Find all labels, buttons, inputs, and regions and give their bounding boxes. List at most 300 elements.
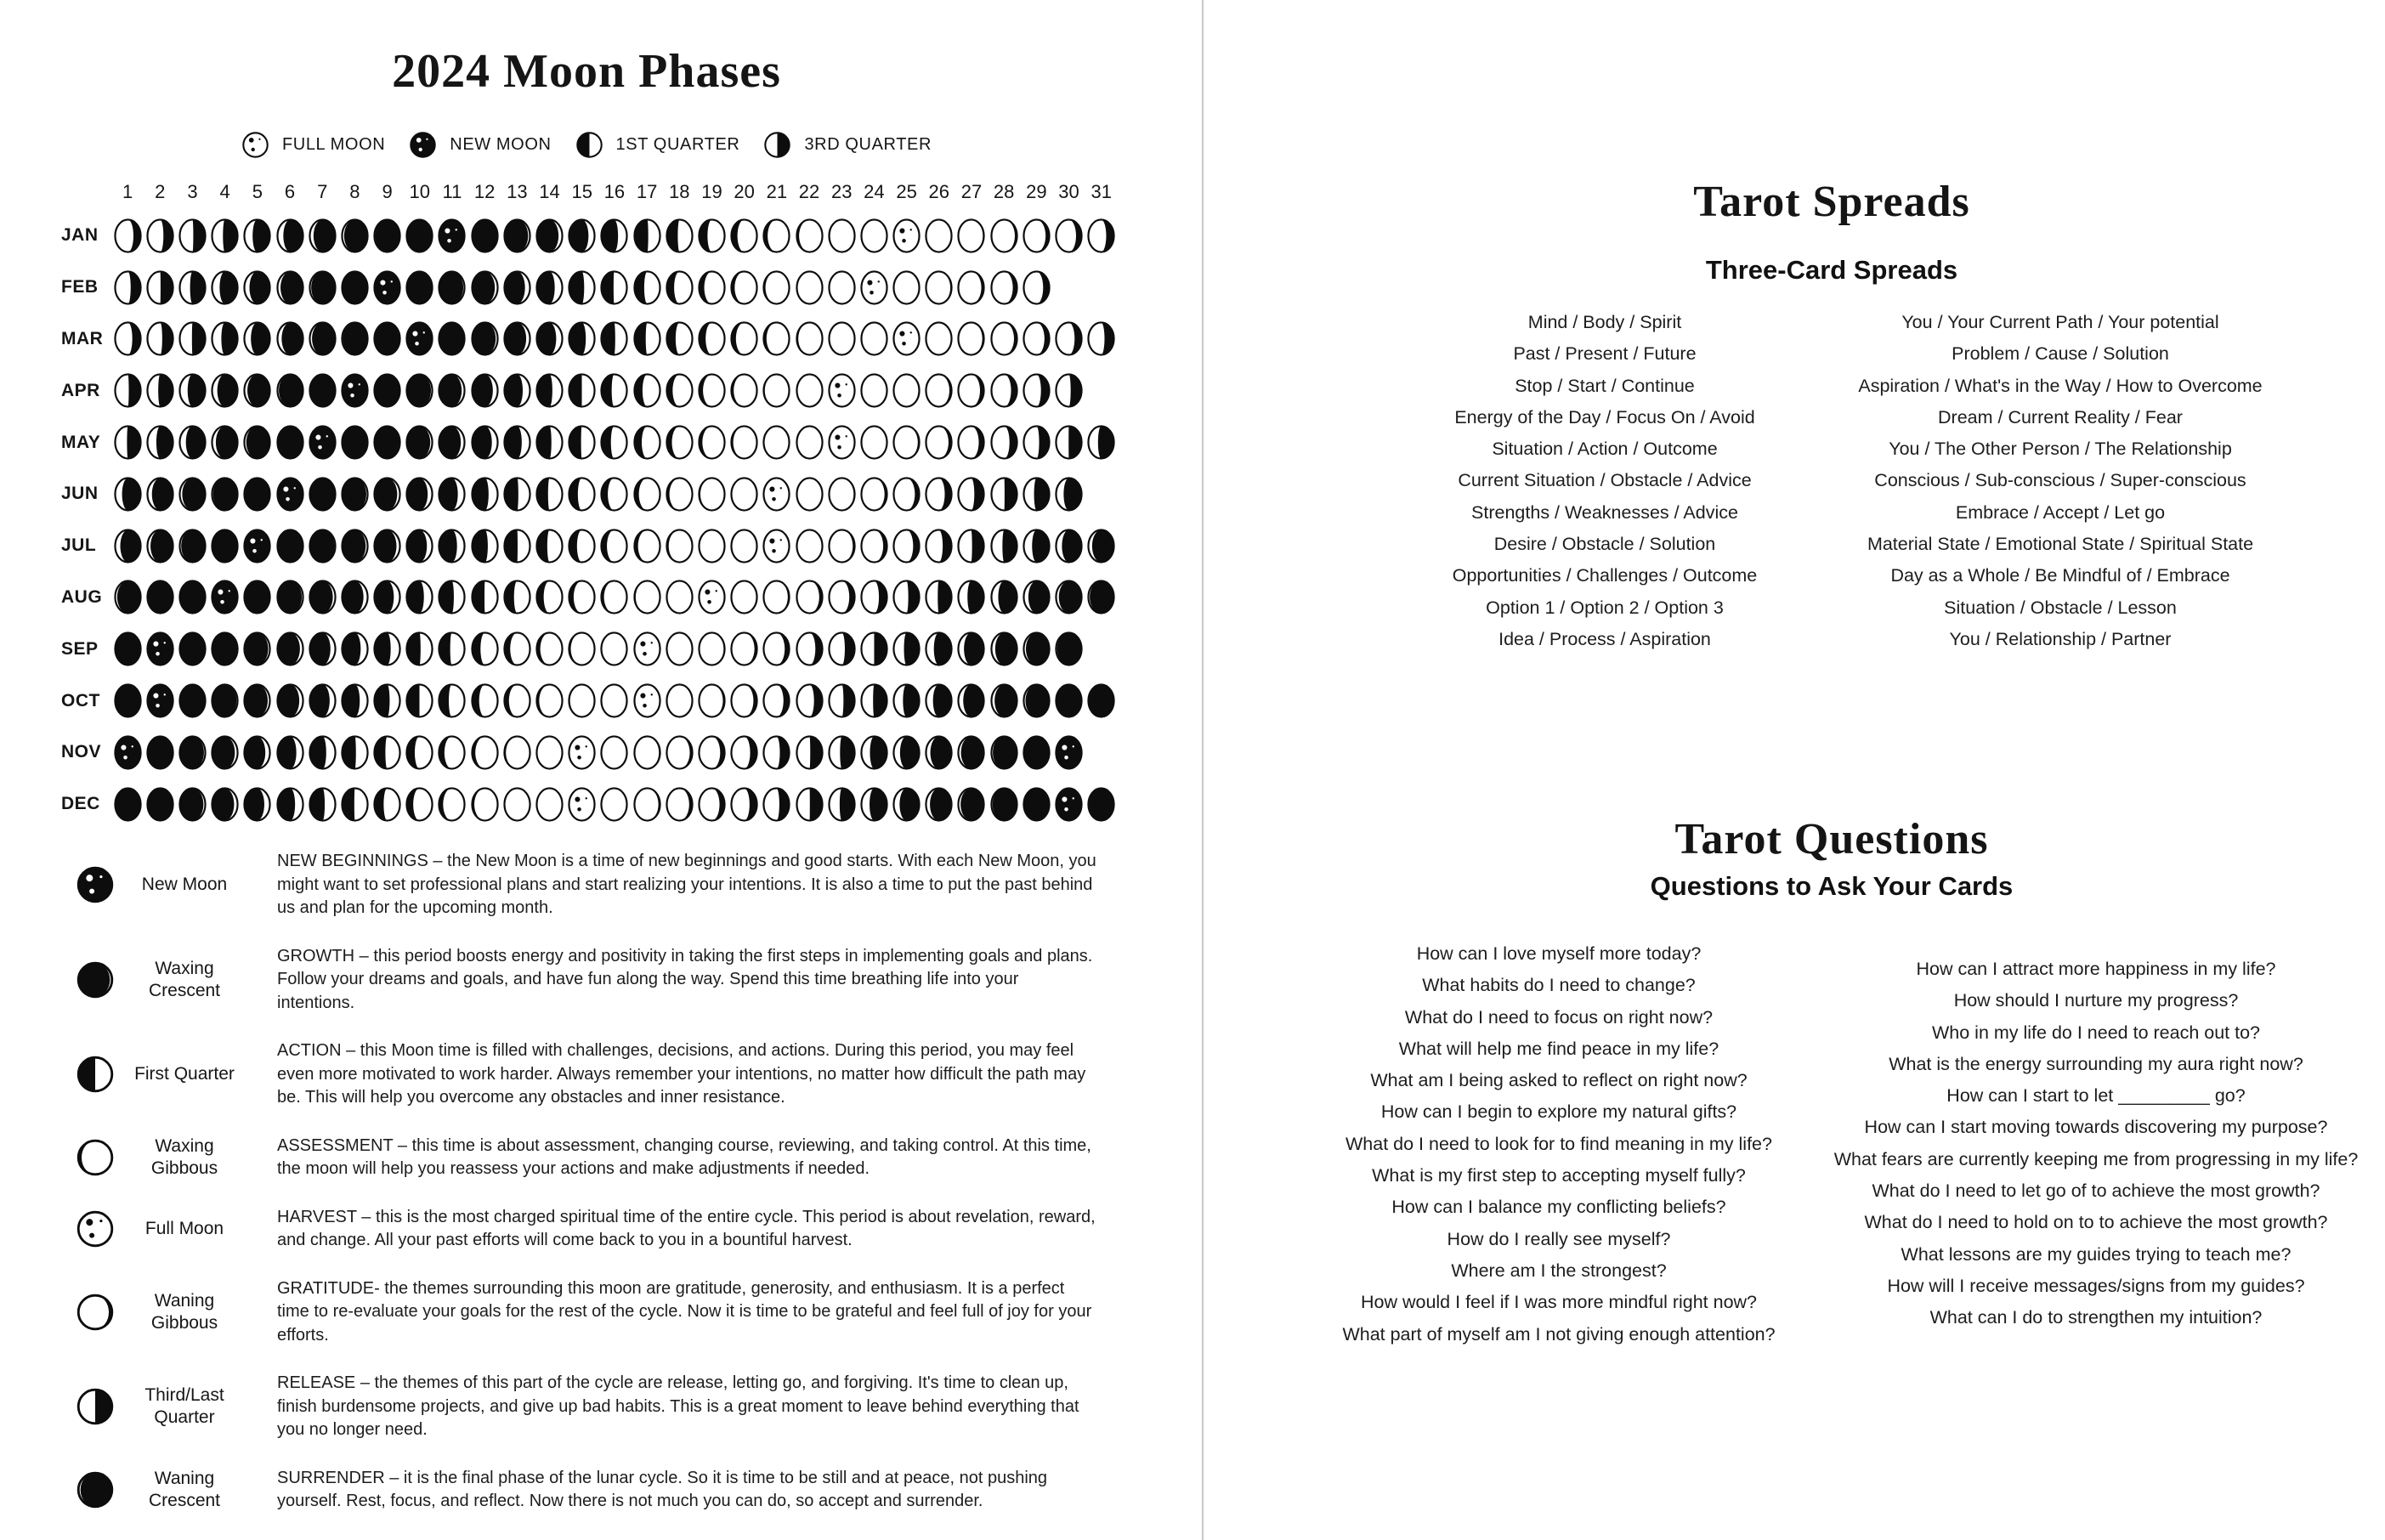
moon-icon (340, 528, 370, 564)
moon-day (306, 210, 338, 262)
moon-day (241, 675, 274, 727)
moon-day (825, 778, 858, 830)
moon-day (241, 210, 274, 262)
moon-icon (697, 734, 727, 771)
moon-icon (956, 682, 986, 719)
moon-icon (956, 528, 986, 564)
moon-day (793, 675, 825, 727)
moon-day (111, 778, 144, 830)
moon-day (566, 416, 598, 468)
moon-icon (795, 372, 824, 409)
moon-icon (989, 218, 1019, 254)
moon-day (176, 675, 208, 727)
moon-icon (827, 528, 857, 564)
moon-day (371, 623, 404, 675)
moon-day (761, 365, 793, 416)
moon-day (695, 623, 728, 675)
moon-day (209, 572, 241, 624)
moon-day (891, 262, 923, 314)
moon-day (598, 727, 631, 778)
moon-day (144, 727, 176, 778)
moon-day (923, 572, 955, 624)
moon-day (176, 416, 208, 468)
moon-icon (989, 579, 1019, 615)
moon-icon (762, 786, 791, 823)
month-row-aug (0, 572, 1118, 624)
moon-day (501, 365, 533, 416)
moon-icon (308, 218, 337, 254)
moon-icon (1054, 631, 1084, 667)
moon-icon (340, 320, 370, 357)
moon-day (663, 365, 695, 416)
moon-day (306, 314, 338, 365)
moon-icon (210, 631, 240, 667)
moon-icon (535, 269, 564, 306)
moon-icon (892, 579, 921, 615)
moon-icon (795, 631, 824, 667)
moon-day (111, 365, 144, 416)
moon-day (858, 623, 890, 675)
moon-day (988, 727, 1020, 778)
legend-row-fullmoon (0, 1206, 1186, 1253)
moon-icon (308, 424, 337, 461)
moon-day (598, 623, 631, 675)
moon-icon (956, 579, 986, 615)
moon-icon (340, 476, 370, 512)
moon-day (404, 675, 436, 727)
moon-day (695, 727, 728, 778)
moon-day (566, 572, 598, 624)
moon-icon (242, 476, 272, 512)
moon-day (728, 314, 761, 365)
moon-day (468, 572, 501, 624)
month-label: MAR (61, 328, 104, 348)
moon-day (631, 210, 663, 262)
moon-icon (113, 786, 143, 823)
moon-icon (178, 424, 207, 461)
moon-icon (729, 786, 759, 823)
moon-day (825, 572, 858, 624)
moon-icon (178, 218, 207, 254)
moon-day (1020, 468, 1052, 520)
moon-icon (372, 218, 402, 254)
moon-day (338, 727, 371, 778)
moon-day (241, 778, 274, 830)
moon-icon (697, 476, 727, 512)
moon-icon (372, 424, 402, 461)
moon-icon (567, 320, 597, 357)
moon-icon (665, 372, 694, 409)
moon-day (436, 675, 468, 727)
moon-day (695, 572, 728, 624)
moon-day (988, 416, 1020, 468)
moon-icon (308, 476, 337, 512)
moon-day (241, 727, 274, 778)
moon-day (176, 520, 208, 572)
moon-day (241, 416, 274, 468)
moon-icon (241, 131, 269, 159)
moon-day (695, 778, 728, 830)
moon-day (404, 210, 436, 262)
moon-day (793, 262, 825, 314)
moon-icon (729, 269, 759, 306)
moon-day (144, 262, 176, 314)
moon-icon (665, 579, 694, 615)
moon-day (436, 365, 468, 416)
moon-icon (632, 218, 662, 254)
moon-icon (795, 528, 824, 564)
moon-icon (502, 269, 532, 306)
moon-icon (437, 269, 467, 306)
moon-icon (632, 372, 662, 409)
moon-icon (275, 372, 305, 409)
moon-icon (567, 528, 597, 564)
moon-icon (242, 631, 272, 667)
moon-day (144, 365, 176, 416)
moon-icon (113, 476, 143, 512)
moon-day (338, 416, 371, 468)
moon-day (404, 314, 436, 365)
moon-day (209, 520, 241, 572)
moon-icon (665, 476, 694, 512)
moon-icon (599, 320, 629, 357)
moon-icon (892, 734, 921, 771)
question-item: What is my first step to accepting myself fully? (1372, 1165, 1746, 1186)
moon-day (209, 727, 241, 778)
moon-day (436, 314, 468, 365)
moon-day (825, 416, 858, 468)
moon-icon (1086, 528, 1116, 564)
moon-day (241, 262, 274, 314)
phase-description: GROWTH – this period boosts energy and positivity in taking the first steps in implementing goals and plans. Follow your dreams and goals, and have fun along the way. Spend this time breathing life into your intentions. (277, 946, 1093, 1012)
moon-icon (599, 476, 629, 512)
month-label: OCT (61, 690, 100, 711)
moon-icon (275, 682, 305, 719)
moon-icon (502, 320, 532, 357)
moon-icon (405, 320, 434, 357)
moon-icon (113, 372, 143, 409)
moon-icon (1022, 269, 1051, 306)
moon-icon (697, 424, 727, 461)
moon-icon (859, 424, 889, 461)
moon-day (988, 314, 1020, 365)
moon-icon (535, 528, 564, 564)
moon-day (728, 468, 761, 520)
moon-day (598, 520, 631, 572)
moon-day (436, 520, 468, 572)
spread-item: Day as a Whole / Be Mindful of / Embrace (1890, 565, 2230, 586)
moon-day (728, 727, 761, 778)
moon-icon (827, 269, 857, 306)
moon-icon (859, 579, 889, 615)
spread-item: Past / Present / Future (1513, 343, 1697, 365)
moon-icon (242, 579, 272, 615)
moon-icon (763, 131, 791, 159)
moon-icon (113, 734, 143, 771)
moon-day (923, 314, 955, 365)
moon-day (988, 520, 1020, 572)
moon-day (825, 262, 858, 314)
moon-day (436, 727, 468, 778)
moon-icon (275, 320, 305, 357)
moon-day (761, 520, 793, 572)
legend-row-waxing-crescent (0, 945, 1186, 1016)
moon-day (566, 778, 598, 830)
moon-icon (1022, 786, 1051, 823)
moon-day (209, 468, 241, 520)
question-item: What am I being asked to reflect on right now? (1370, 1070, 1748, 1091)
month-row-sep (0, 623, 1118, 675)
moon-icon (1022, 372, 1051, 409)
month-label: MAY (61, 432, 101, 452)
moon-icon (1086, 424, 1116, 461)
moon-icon (924, 682, 954, 719)
moon-day (663, 675, 695, 727)
moon-icon (210, 528, 240, 564)
moon-day (533, 314, 565, 365)
moon-day (891, 572, 923, 624)
moon-day (501, 623, 533, 675)
moon-day (1085, 520, 1118, 572)
day-number: 6 (284, 181, 296, 202)
moon-day (923, 623, 955, 675)
moon-icon (827, 786, 857, 823)
moon-day (274, 778, 306, 830)
moon-icon (795, 320, 824, 357)
moon-day (761, 675, 793, 727)
month-label: AUG (61, 586, 103, 607)
moon-day (1085, 314, 1118, 365)
moon-icon (827, 424, 857, 461)
moon-icon (1022, 734, 1051, 771)
moon-icon (340, 372, 370, 409)
moon-day (274, 365, 306, 416)
moon-day (858, 520, 890, 572)
moon-day (241, 314, 274, 365)
moon-icon (437, 786, 467, 823)
moon-icon (502, 424, 532, 461)
moon-day (955, 210, 988, 262)
moon-day (955, 416, 988, 468)
moon-day (891, 365, 923, 416)
moon-icon (502, 579, 532, 615)
moon-icon (1022, 424, 1051, 461)
day-number: 26 (928, 181, 950, 202)
moon-icon (210, 682, 240, 719)
page-title: 2024 Moon Phases (392, 45, 781, 98)
moon-day (338, 468, 371, 520)
moon-day (306, 520, 338, 572)
moon-day (274, 262, 306, 314)
day-number: 31 (1091, 181, 1112, 202)
moon-day (793, 778, 825, 830)
month-row-jan (0, 210, 1118, 262)
moon-day (761, 210, 793, 262)
moon-day (468, 520, 501, 572)
moon-day (111, 572, 144, 624)
spread-item: Situation / Action / Outcome (1492, 439, 1718, 460)
moon-icon (535, 734, 564, 771)
moon-icon (892, 269, 921, 306)
moon-day (111, 314, 144, 365)
legend-moon-icon (75, 1470, 116, 1509)
moon-icon (145, 579, 175, 615)
day-number: 13 (507, 181, 528, 202)
moon-day (663, 314, 695, 365)
moon-icon (924, 320, 954, 357)
moon-day (404, 778, 436, 830)
moon-icon (989, 528, 1019, 564)
moon-day (1020, 365, 1052, 416)
spread-item: Energy of the Day / Focus On / Avoid (1454, 406, 1755, 427)
moon-icon (762, 476, 791, 512)
moon-icon (405, 528, 434, 564)
moon-day (955, 778, 988, 830)
moon-icon (1086, 579, 1116, 615)
moon-day (176, 262, 208, 314)
moon-icon (535, 218, 564, 254)
moon-day (111, 623, 144, 675)
moon-day (176, 468, 208, 520)
moon-icon (113, 269, 143, 306)
day-number: 14 (539, 181, 560, 202)
moon-icon (892, 424, 921, 461)
moon-day (793, 365, 825, 416)
moon-icon (405, 579, 434, 615)
moon-icon (308, 734, 337, 771)
moon-icon (502, 372, 532, 409)
moon-day (501, 262, 533, 314)
moon-day (144, 210, 176, 262)
moon-icon (762, 631, 791, 667)
moon-day (371, 314, 404, 365)
moon-icon (632, 734, 662, 771)
moon-icon (924, 528, 954, 564)
moon-icon (795, 734, 824, 771)
moon-icon (956, 218, 986, 254)
month-row-oct (0, 675, 1118, 727)
moon-icon (697, 528, 727, 564)
moon-day (761, 623, 793, 675)
moon-day (241, 468, 274, 520)
moon-day (728, 778, 761, 830)
moon-day (858, 416, 890, 468)
moon-day (728, 262, 761, 314)
question-item: How will I receive messages/signs from my guides? (1887, 1275, 2305, 1296)
moon-icon (210, 320, 240, 357)
spread-item: Situation / Obstacle / Lesson (1944, 597, 2177, 618)
moon-day (891, 727, 923, 778)
moon-day (468, 210, 501, 262)
questions-column-2 (1816, 954, 2377, 1334)
moon-day (566, 468, 598, 520)
moon-icon (470, 786, 500, 823)
moon-day (1020, 623, 1052, 675)
moon-day (761, 572, 793, 624)
moon-icon (632, 320, 662, 357)
moon-day (598, 262, 631, 314)
moon-icon (502, 682, 532, 719)
day-number: 16 (603, 181, 626, 202)
moon-icon (340, 631, 370, 667)
moon-icon (275, 631, 305, 667)
moon-day (338, 314, 371, 365)
legend-moon-icon (75, 1209, 116, 1248)
moon-day (404, 727, 436, 778)
moon-day (176, 623, 208, 675)
moon-icon (567, 218, 597, 254)
moon-day (144, 468, 176, 520)
moon-day (988, 365, 1020, 416)
question-item: How would I feel if I was more mindful right now? (1360, 1292, 1758, 1313)
moon-icon (924, 218, 954, 254)
moon-icon (308, 682, 337, 719)
moon-day (209, 210, 241, 262)
moon-icon (178, 579, 207, 615)
moon-day (274, 416, 306, 468)
moon-day (955, 314, 988, 365)
moon-day (598, 468, 631, 520)
day-number: 5 (252, 181, 263, 202)
moon-day (274, 727, 306, 778)
moon-day (274, 572, 306, 624)
moon-day (598, 675, 631, 727)
moon-icon (924, 734, 954, 771)
moon-day (988, 675, 1020, 727)
day-number-header (111, 174, 1118, 210)
key-item-3rd-quarter (763, 131, 932, 159)
moon-day (891, 416, 923, 468)
moon-day (1052, 778, 1085, 830)
question-item: Where am I the strongest? (1451, 1260, 1667, 1281)
day-number: 29 (1026, 181, 1047, 202)
moon-day (209, 675, 241, 727)
moon-day (1085, 210, 1118, 262)
moon-day (728, 675, 761, 727)
moon-icon (632, 631, 662, 667)
moon-icon (437, 218, 467, 254)
moon-day (695, 520, 728, 572)
day-number: 22 (798, 181, 820, 202)
moon-icon (575, 131, 603, 159)
question-item: What do I need to focus on right now? (1404, 1006, 1714, 1028)
moon-icon (827, 476, 857, 512)
moon-day (955, 520, 988, 572)
spread-item: Problem / Cause / Solution (1952, 343, 2169, 365)
questions-column-1 (1278, 938, 1839, 1350)
moon-day (631, 468, 663, 520)
moon-icon (892, 476, 921, 512)
moon-icon (762, 372, 791, 409)
month-row-jun (0, 468, 1118, 520)
moon-icon (827, 320, 857, 357)
moon-icon (535, 579, 564, 615)
moon-day (176, 778, 208, 830)
moon-icon (1054, 320, 1084, 357)
moon-day (533, 416, 565, 468)
phase-name: Full Moon (144, 1219, 224, 1238)
moon-icon (762, 269, 791, 306)
questions-subtitle: Questions to Ask Your Cards (1650, 871, 2014, 901)
moon-day (371, 572, 404, 624)
moon-day (468, 262, 501, 314)
moon-day (1020, 262, 1052, 314)
legend-moon-icon (75, 1055, 116, 1094)
month-row-may (0, 416, 1118, 468)
moon-icon (859, 786, 889, 823)
moon-day (825, 623, 858, 675)
key-label: FULL MOON (281, 134, 386, 154)
